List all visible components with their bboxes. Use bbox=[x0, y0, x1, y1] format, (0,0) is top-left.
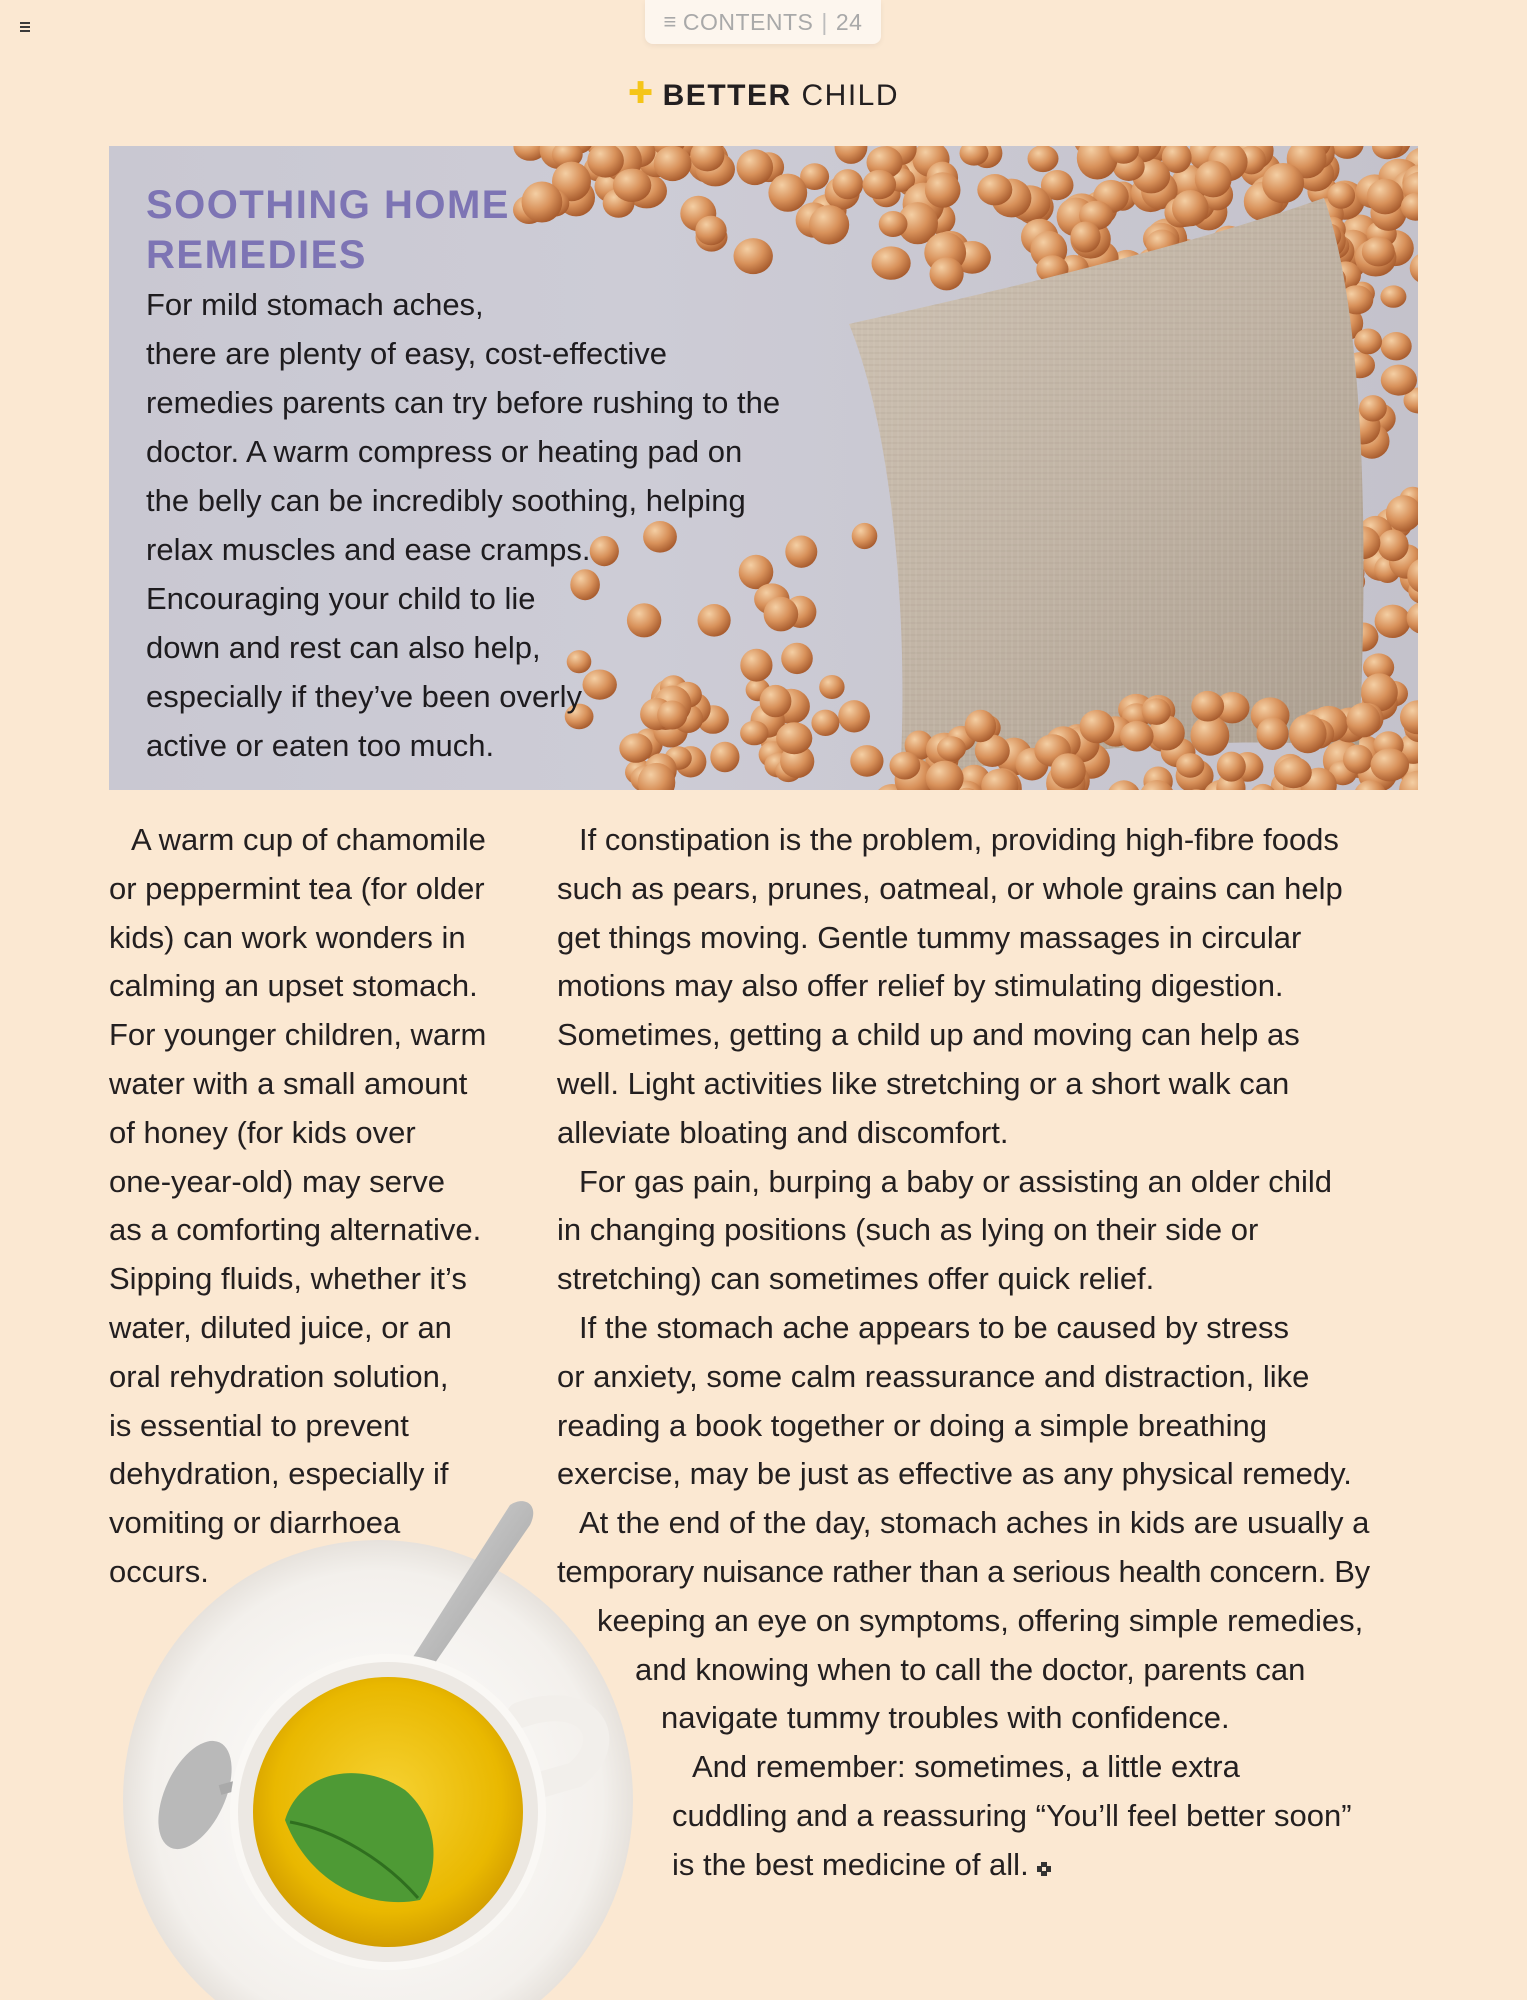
chickpea bbox=[930, 257, 964, 290]
chickpea bbox=[1375, 605, 1411, 638]
chickpea bbox=[1400, 700, 1418, 734]
hero-line: down and rest can also help, bbox=[146, 630, 541, 665]
paragraph-line: alleviate bloating and discomfort. bbox=[557, 1114, 1009, 1150]
chickpea bbox=[734, 238, 773, 274]
chickpea bbox=[1367, 179, 1404, 215]
paragraph-line: If constipation is the problem, providing high-fibre foods bbox=[579, 822, 1339, 857]
paragraph-line: exercise, may be just as effective as any physical remedy. bbox=[557, 1456, 1352, 1492]
paragraph-line: in changing positions (such as lying on their side or bbox=[557, 1212, 1259, 1248]
paragraph-line: occurs. bbox=[109, 1553, 209, 1589]
chickpea bbox=[863, 170, 897, 199]
paragraph-line: If the stomach ache appears to be caused by stress bbox=[579, 1309, 1289, 1345]
hamburger-icon[interactable] bbox=[20, 22, 30, 32]
paragraph-line: kids) can work wonders in bbox=[109, 919, 466, 955]
paragraph-line-last bbox=[557, 1841, 1437, 1890]
left-column bbox=[109, 816, 529, 1597]
paragraph-line: cuddling and a reassuring “You’ll feel better soon” bbox=[672, 1797, 1352, 1833]
paragraph-line: get things moving. Gentle tummy massages in circular bbox=[557, 919, 1302, 955]
paragraph-line: one-year-old) may serve bbox=[109, 1163, 445, 1199]
chickpea bbox=[937, 736, 966, 761]
chickpea bbox=[613, 169, 651, 202]
paragraph-line: well. Light activities like stretching or a short walk can bbox=[557, 1065, 1290, 1101]
chickpea bbox=[1191, 691, 1224, 722]
separator: | bbox=[821, 8, 828, 35]
paragraph-line: calming an upset stomach. bbox=[109, 968, 478, 1004]
chickpea bbox=[1142, 698, 1170, 725]
hero-line: Encouraging your child to lie bbox=[146, 581, 536, 616]
paragraph-line: And remember: sometimes, a little extra bbox=[692, 1749, 1240, 1785]
paragraph-line: is essential to prevent bbox=[109, 1407, 409, 1443]
paragraph-line: keeping an eye on symptoms, offering simple remedies, bbox=[597, 1602, 1364, 1638]
chickpea bbox=[1354, 329, 1382, 355]
hero-line: there are plenty of easy, cost-effective bbox=[146, 336, 667, 371]
chickpea bbox=[835, 146, 868, 164]
hero-title-line: REMEDIES bbox=[146, 233, 367, 277]
chickpea bbox=[1028, 146, 1059, 172]
chickpea bbox=[1331, 146, 1364, 159]
chickpea bbox=[1176, 753, 1204, 778]
chickpea bbox=[832, 169, 863, 199]
paragraph-line: A warm cup of chamomile bbox=[131, 822, 486, 857]
list-icon: ≡ bbox=[663, 9, 677, 34]
chickpea bbox=[1381, 332, 1412, 360]
hero-line: doctor. A warm compress or heating pad on bbox=[146, 434, 743, 469]
paragraph-line: water, diluted juice, or an bbox=[109, 1309, 452, 1345]
contents-label: CONTENTS bbox=[682, 8, 814, 35]
chickpea bbox=[1362, 237, 1395, 267]
paragraph-line: of honey (for kids over bbox=[109, 1114, 416, 1150]
hero-line: For mild stomach aches, bbox=[146, 287, 484, 322]
paragraph-line: motions may also offer relief by stimulating digestion. bbox=[557, 968, 1284, 1004]
section-header bbox=[0, 76, 1527, 113]
paragraph-line: and knowing when to call the doctor, parents can bbox=[635, 1651, 1306, 1687]
contents-button[interactable] bbox=[645, 0, 881, 44]
right-column bbox=[557, 816, 1437, 1890]
chickpea bbox=[695, 216, 726, 246]
paragraph-line: or peppermint tea (for older bbox=[109, 870, 485, 906]
end-mark-icon bbox=[1037, 1862, 1051, 1876]
chickpea bbox=[1289, 714, 1327, 753]
chickpea bbox=[768, 174, 807, 212]
chickpea bbox=[872, 246, 911, 279]
section-name-bold: BETTER bbox=[662, 79, 792, 112]
paragraph-line: For gas pain, burping a baby or assisting an older child bbox=[579, 1163, 1333, 1199]
chickpea bbox=[1257, 717, 1289, 750]
chickpea bbox=[1380, 285, 1406, 307]
chickpea bbox=[1378, 530, 1409, 562]
hero-title bbox=[146, 180, 566, 280]
paragraph-line: temporary nuisance rather than a serious health concern. By bbox=[557, 1553, 1370, 1589]
chickpea bbox=[879, 211, 908, 237]
paragraph-line: oral rehydration solution, bbox=[109, 1358, 449, 1394]
chickpea bbox=[809, 205, 849, 244]
paragraph-line: Sipping fluids, whether it’s bbox=[109, 1261, 467, 1297]
paragraph-line: For younger children, warm bbox=[109, 1017, 487, 1053]
hero-line: active or eaten too much. bbox=[146, 728, 495, 763]
section-name-light: CHILD bbox=[801, 79, 899, 112]
hero-line: relax muscles and ease cramps. bbox=[146, 532, 591, 567]
chickpea bbox=[1371, 748, 1410, 781]
paragraph-line: Sometimes, getting a child up and moving can help as bbox=[557, 1017, 1300, 1053]
chickpea bbox=[1381, 365, 1417, 396]
chickpea bbox=[1195, 161, 1232, 198]
chickpea bbox=[1262, 163, 1304, 203]
chickpea bbox=[1080, 710, 1115, 743]
chickpea bbox=[1172, 190, 1209, 226]
chickpea bbox=[1343, 745, 1373, 774]
chickpea bbox=[925, 172, 961, 208]
chickpea bbox=[1070, 222, 1100, 253]
paragraph-line: dehydration, especially if bbox=[109, 1456, 449, 1492]
hero-line: the belly can be incredibly soothing, helping bbox=[146, 483, 746, 518]
chickpea bbox=[1275, 757, 1312, 788]
chickpea bbox=[1346, 703, 1380, 738]
chickpea bbox=[654, 146, 692, 181]
chickpea bbox=[965, 710, 996, 743]
paragraph-line: as a comforting alternative. bbox=[109, 1212, 482, 1248]
linen-pillow bbox=[849, 198, 1364, 790]
flower-icon: ✚ bbox=[628, 77, 655, 110]
chickpea bbox=[1120, 721, 1154, 752]
paragraph-line: stretching) can sometimes offer quick relief. bbox=[557, 1261, 1155, 1297]
page-number: 24 bbox=[835, 8, 863, 35]
paragraph-line: reading a book together or doing a simple breathing bbox=[557, 1407, 1268, 1443]
hero-line: remedies parents can try before rushing to the bbox=[146, 385, 781, 420]
hero-title-line: SOOTHING HOME bbox=[146, 183, 510, 227]
hero-body bbox=[146, 280, 866, 770]
paragraph-line: such as pears, prunes, oatmeal, or whole grains can help bbox=[557, 870, 1343, 906]
chickpea bbox=[977, 174, 1012, 205]
paragraph-line: or anxiety, some calm reassurance and distraction, like bbox=[557, 1358, 1310, 1394]
final-sentence: is the best medicine of all. bbox=[672, 1846, 1029, 1882]
paragraph-line: vomiting or diarrhoea bbox=[109, 1505, 401, 1541]
chickpea bbox=[1051, 753, 1086, 789]
chickpea bbox=[890, 752, 921, 780]
chickpea bbox=[1107, 780, 1140, 790]
hero-line: especially if they’ve been overly bbox=[146, 679, 582, 714]
paragraph-line: navigate tummy troubles with confidence. bbox=[661, 1700, 1230, 1736]
chickpea bbox=[1217, 752, 1246, 782]
paragraph-line: water with a small amount bbox=[109, 1065, 468, 1101]
chickpea bbox=[1359, 395, 1387, 421]
chickpea bbox=[1327, 182, 1355, 209]
chickpea bbox=[737, 149, 774, 185]
paragraph-line: At the end of the day, stomach aches in kids are usually a bbox=[579, 1505, 1370, 1541]
hero-panel bbox=[109, 146, 1418, 790]
